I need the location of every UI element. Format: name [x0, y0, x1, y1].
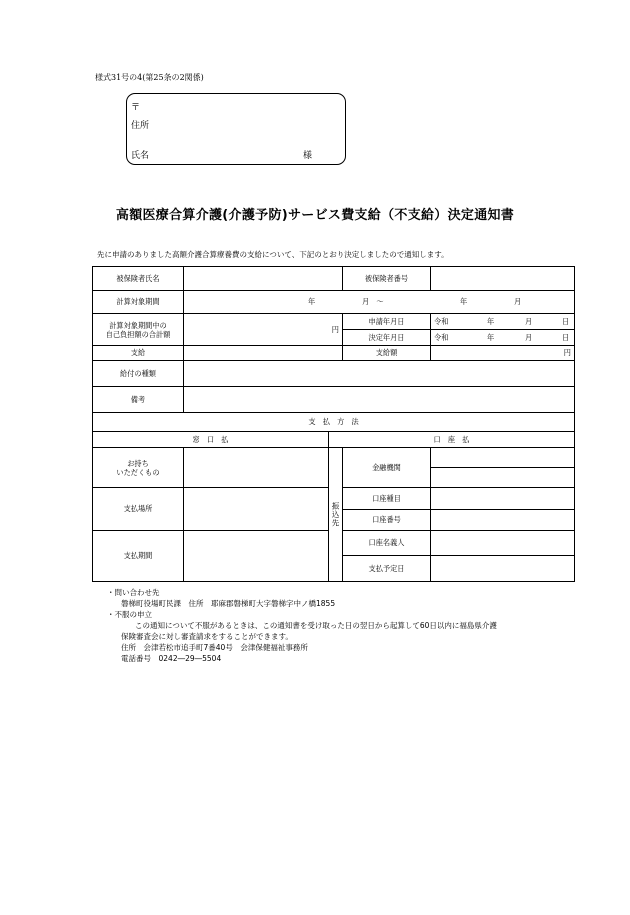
payment-amount-yen: 円 [431, 346, 575, 361]
name-label: 氏名 [131, 151, 150, 161]
period-year2: 年 [460, 297, 468, 306]
remarks-label: 備考 [93, 387, 184, 413]
appeal-line1: この通知について不服があるときは、この通知書を受け取った日の翌日から起算して60日以内に福島県介護 [135, 621, 497, 630]
insured-number-label: 被保険者番号 [343, 267, 431, 291]
appeal-address: 住所 会津若松市追手町7番40号 会津保健福祉事務所 [121, 643, 308, 652]
bank-value-2 [431, 468, 575, 488]
account-type-label: 口座種目 [343, 488, 431, 510]
postal-mark: 〒 [131, 103, 141, 113]
remarks-value [184, 387, 575, 413]
benefit-type-label: 給付の種類 [93, 361, 184, 387]
application-date-value: 令和 年 月 日 [431, 314, 575, 330]
counter-header: 窓 口 払 [93, 432, 329, 448]
payment-amount-label: 支給額 [343, 346, 431, 361]
burden-label: 計算対象期間中の 自己負担額の合計額 [93, 314, 184, 346]
place-label: 支払場所 [93, 488, 184, 531]
document-title: 高額医療合算介護(介護予防)サービス費支給（不支給）決定通知書 [115, 208, 515, 223]
period-year1: 年 [308, 297, 316, 306]
address-label: 住所 [131, 121, 150, 131]
scheduled-date-label: 支払予定日 [343, 556, 431, 582]
decision-table [92, 266, 575, 582]
period-label: 計算対象期間 [93, 291, 184, 314]
payment-label: 支給 [93, 346, 184, 361]
period2-label: 支払期間 [93, 531, 184, 582]
benefit-type-value [184, 361, 575, 387]
form-number: 様式31号の4(第25条の2関係) [95, 73, 204, 82]
period-value [184, 291, 575, 314]
appeal-heading: ・不服の申立 [107, 610, 152, 619]
transfer-label: 振込先 [331, 501, 340, 528]
bank-label: 金融機関 [343, 448, 431, 488]
scheduled-date-value [431, 556, 575, 582]
period-month1: 月 ～ [362, 297, 384, 306]
account-holder-value [431, 531, 575, 556]
decision-date-value: 令和 年 月 日 [431, 330, 575, 346]
honorific: 様 [303, 151, 313, 161]
bank-value-1 [431, 448, 575, 468]
insured-name-value [184, 267, 343, 291]
account-number-value [431, 510, 575, 531]
account-number-label: 口座番号 [343, 510, 431, 531]
payment-value [184, 346, 343, 361]
insured-number-boxes [431, 267, 575, 291]
bring-value [184, 448, 329, 488]
account-type-value [431, 488, 575, 510]
period2-value [184, 531, 329, 582]
place-value [184, 488, 329, 531]
period-month2: 月 [514, 297, 522, 306]
account-header: 口 座 払 [329, 432, 575, 448]
insured-name-label: 被保険者氏名 [93, 267, 184, 291]
transfer-label-cell [329, 448, 343, 582]
account-holder-label: 口座名義人 [343, 531, 431, 556]
notes [107, 587, 497, 664]
inquiry-line: 磐梯町役場町民課 住所 耶麻郡磐梯町大字磐梯字中ノ橋1855 [121, 599, 336, 608]
address-block [126, 93, 346, 165]
intro-text: 先に申請のありました高額介護合算療養費の支給について、下記のとおり決定しましたので通知します。 [97, 250, 449, 259]
bring-label: お持ち いただくもの [93, 448, 184, 488]
appeal-phone: 電話番号 0242―29―5504 [121, 654, 222, 663]
application-date-label: 申請年月日 [343, 314, 431, 330]
payment-method-header: 支 払 方 法 [93, 413, 575, 432]
decision-date-label: 決定年月日 [343, 330, 431, 346]
inquiry-heading: ・問い合わせ先 [107, 588, 160, 597]
appeal-line2: 保険審査会に対し審査請求をすることができます。 [121, 632, 293, 641]
burden-yen: 円 [184, 314, 343, 346]
